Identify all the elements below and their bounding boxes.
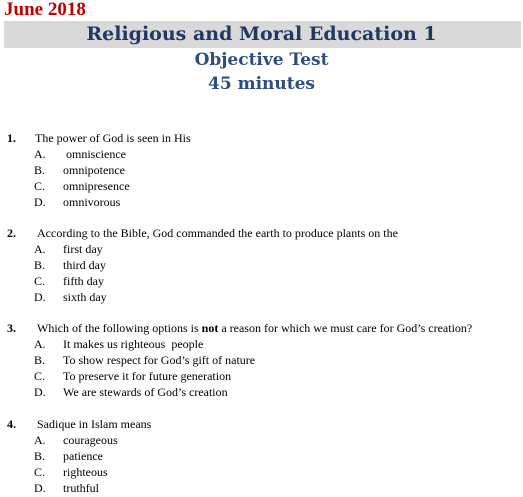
date-heading: June 2018 <box>4 0 86 20</box>
option-letter: C. <box>34 369 46 383</box>
option-text: omnipresence <box>63 179 130 193</box>
option-letter: C. <box>34 465 46 479</box>
question-number: 4. <box>7 417 16 431</box>
option-letter: D. <box>34 385 46 399</box>
option-text: patience <box>63 449 103 463</box>
option-text: fifth day <box>63 274 104 288</box>
option-text: To show respect for God’s gift of nature <box>63 353 256 367</box>
question-text: The power of God is seen in His <box>35 131 191 145</box>
option-text: omnipotence <box>63 163 125 177</box>
question-text-end: a reason for which we must care for God’s creation? <box>218 321 473 335</box>
option-text: courageous <box>63 433 118 447</box>
option-text: We are stewards of God’s creation <box>63 385 228 399</box>
option-text: truthful <box>63 481 99 495</box>
option-letter: D. <box>34 290 46 304</box>
option-letter: D. <box>34 195 46 209</box>
option-text: omniscience <box>63 147 126 161</box>
option-letter: B. <box>34 353 46 367</box>
option-text: To preserve it for future generation <box>63 369 232 383</box>
option-letter: D. <box>34 481 46 495</box>
option-text: It makes us righteous people <box>63 337 204 351</box>
option-letter: A. <box>34 242 46 256</box>
subject-title: Religious and Moral Education 1 <box>86 23 437 45</box>
question-number: 2. <box>7 226 16 240</box>
question-number: 1. <box>7 131 16 145</box>
question-text-emphasis: not <box>201 321 219 335</box>
option-letter: A. <box>34 337 46 351</box>
question-text: According to the Bible, God commanded the earth to produce plants on the <box>37 226 398 240</box>
option-letter: A. <box>34 147 46 161</box>
question-text: Sadique in Islam means <box>37 417 152 431</box>
test-type-title: Objective Test <box>194 50 329 70</box>
duration-title: 45 minutes <box>208 74 315 94</box>
question-text <box>37 321 472 336</box>
option-letter: C. <box>34 274 46 288</box>
option-text: sixth day <box>63 290 107 304</box>
option-letter: B. <box>34 258 46 272</box>
option-text: omnivorous <box>63 195 121 209</box>
option-letter: B. <box>34 163 46 177</box>
option-text: third day <box>63 258 106 272</box>
option-letter: C. <box>34 179 46 193</box>
question-number: 3. <box>7 321 16 335</box>
option-letter: A. <box>34 433 46 447</box>
question-text-start: Which of the following options is <box>37 321 202 335</box>
option-letter: B. <box>34 449 46 463</box>
option-text: righteous <box>63 465 108 479</box>
option-text: first day <box>63 242 103 256</box>
